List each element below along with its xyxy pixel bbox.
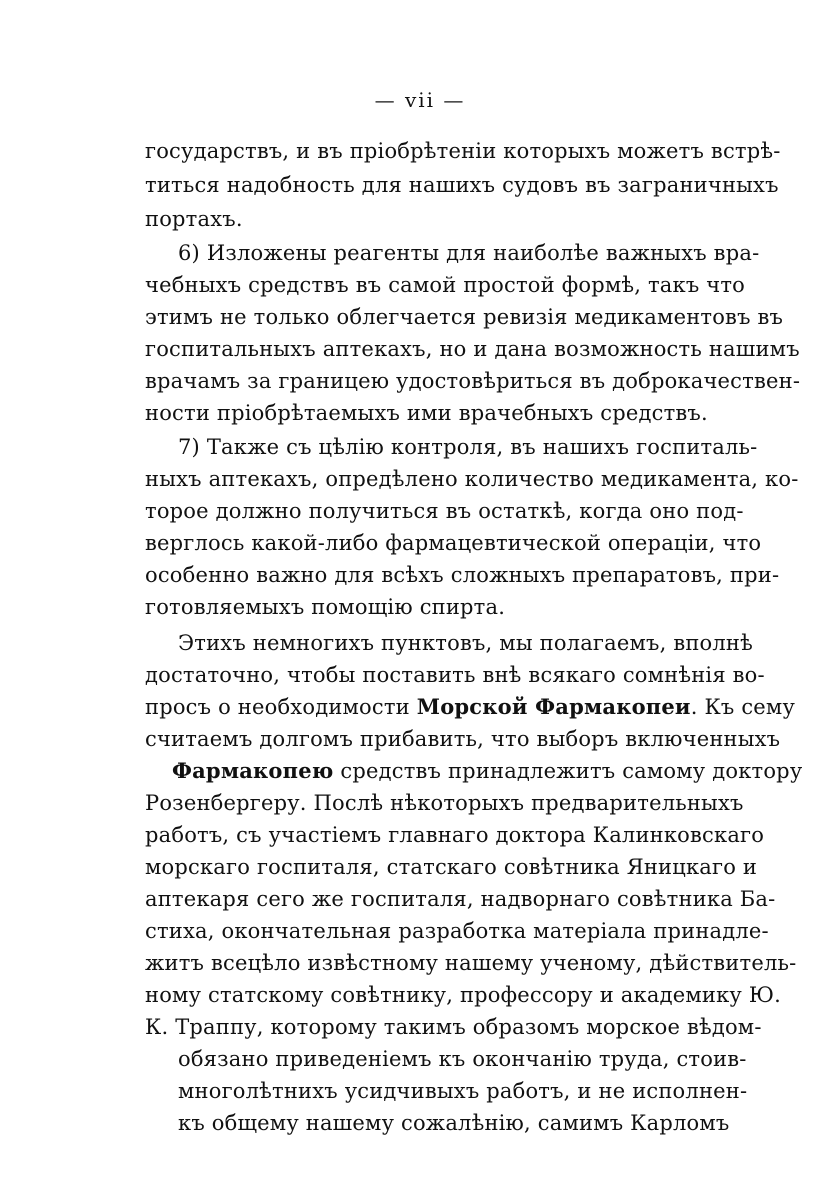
text-line: къ общему нашему сожалѣнію, самимъ Карломъ bbox=[178, 1111, 730, 1135]
text-line: морскаго госпиталя, статскаго совѣтника Яницкаго и bbox=[145, 855, 758, 879]
text-line: обязано приведеніемъ къ окончанію труда, стоив- bbox=[178, 1047, 747, 1071]
text-line: торое должно получиться въ остаткѣ, когда оно под- bbox=[145, 499, 744, 523]
text-line: многолѣтнихъ усидчивыхъ работъ, и не исполнен- bbox=[178, 1079, 748, 1103]
text-line: готовляемыхъ помощію спирта. bbox=[145, 595, 506, 619]
text-line: верглось какой-либо фармацевтической операціи, что bbox=[145, 531, 762, 555]
text-line: этимъ не только облегчается ревизія медикаментовъ въ bbox=[145, 305, 784, 329]
text-line: чебныхъ средствъ въ самой простой формѣ, такъ что bbox=[145, 273, 746, 297]
text-line: государствъ, и въ пріобрѣтеніи которыхъ можетъ встрѣ- bbox=[145, 139, 781, 163]
text-line: стиха, окончательная разработка матеріала принадле- bbox=[145, 919, 769, 943]
text-line: особенно важно для всѣхъ сложныхъ препаратовъ, при- bbox=[145, 563, 780, 587]
text-segment: средствъ принадлежитъ самому доктору bbox=[333, 759, 803, 783]
page-number: — vii — bbox=[374, 88, 466, 112]
text-segment: . Къ сему bbox=[690, 695, 796, 719]
text-line: считаемъ долгомъ прибавить, что выборъ включенныхъ bbox=[145, 727, 781, 751]
text-line: житъ всецѣло извѣстному нашему ученому, дѣйствитель- bbox=[145, 951, 797, 975]
text-line: аптекаря сего же госпиталя, надворнаго совѣтника Ба- bbox=[145, 887, 776, 911]
text-line: Этихъ немногихъ пунктовъ, мы полагаемъ, вполнѣ bbox=[178, 631, 753, 655]
text-line: госпитальныхъ аптекахъ, но и дана возможность нашимъ bbox=[145, 337, 800, 361]
bold-title: Фармакопею bbox=[172, 758, 334, 783]
text-line: ному статскому совѣтнику, профессору и академику Ю. bbox=[145, 983, 781, 1007]
text-segment: просъ о необходимости bbox=[145, 695, 417, 719]
text-line: портахъ. bbox=[145, 207, 243, 231]
text-line: достаточно, чтобы поставить внѣ всякаго сомнѣнія во- bbox=[145, 663, 765, 687]
text-line: 7) Также съ цѣлію контроля, въ нашихъ госпиталь- bbox=[178, 435, 758, 459]
text-line: Розенбергеру. Послѣ нѣкоторыхъ предварительныхъ bbox=[145, 791, 744, 815]
text-line: титься надобность для нашихъ судовъ въ заграничныхъ bbox=[145, 173, 779, 197]
text-line bbox=[145, 692, 795, 722]
text-line: 6) Изложены реагенты для наиболѣе важныхъ вра- bbox=[178, 241, 760, 265]
bold-title: Морской Фармакопеи bbox=[416, 694, 691, 719]
text-line: ности пріобрѣтаемыхъ ими врачебныхъ средствъ. bbox=[145, 401, 708, 425]
text-line: работъ, съ участіемъ главнаго доктора Калинковскаго bbox=[145, 823, 765, 847]
text-line: врачамъ за границею удостовѣриться въ доброкачествен- bbox=[145, 369, 801, 393]
text-line: ныхъ аптекахъ, опредѣлено количество медикамента, ко- bbox=[145, 467, 799, 491]
text-line: К. Траппу, которому такимъ образомъ морское вѣдом- bbox=[145, 1015, 762, 1039]
text-line bbox=[172, 756, 802, 786]
